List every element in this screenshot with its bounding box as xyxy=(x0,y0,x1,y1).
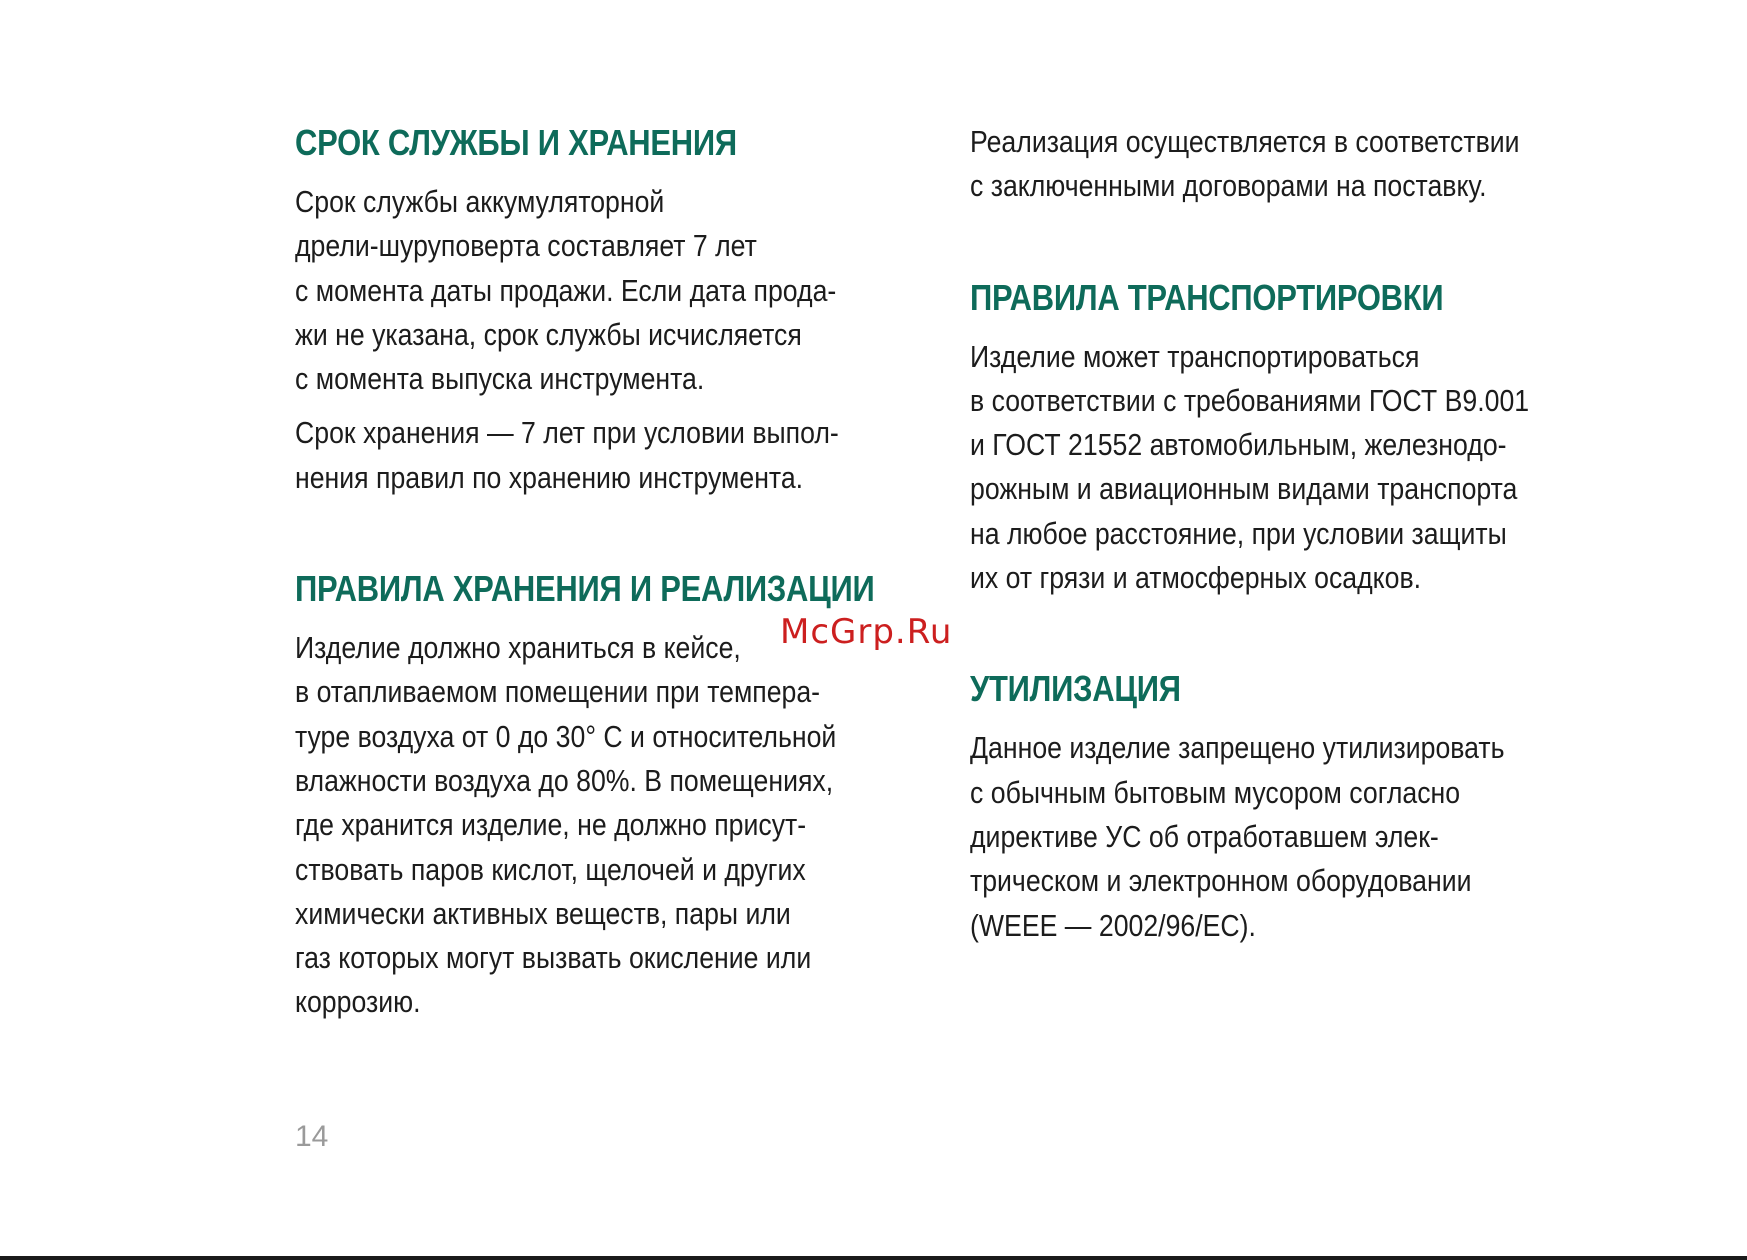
left-column xyxy=(295,120,915,1035)
section-heading-disposal: УТИЛИЗАЦИЯ xyxy=(970,668,1181,710)
storage-rules-paragraph: Изделие должно храниться в кейсе, в отапливаемом помещении при темпера- туре воздуха от 0 до 30° С и относительной влажности воздуха до 80%. В помещениях, где хранится изделие, не должно присут- ствовать паров кислот, щелочей и других химически активных веществ, пары или газ которых могут вызвать окисление или коррозию. xyxy=(295,630,837,1020)
section-spacer xyxy=(970,610,1600,666)
section-spacer xyxy=(295,510,915,566)
watermark-text: McGrp.Ru xyxy=(780,612,953,652)
section-heading-storage-rules: ПРАВИЛА ХРАНЕНИЯ И РЕАЛИЗАЦИИ xyxy=(295,568,875,610)
page-number: 14 xyxy=(295,1120,329,1153)
right-column xyxy=(970,120,1600,958)
storage-term-paragraph: Срок хранения — 7 лет при условии выпол- нения правил по хранению инструмента. xyxy=(295,415,839,495)
section-heading-service-life: СРОК СЛУЖБЫ И ХРАНЕНИЯ xyxy=(295,122,737,163)
section-spacer xyxy=(970,219,1600,275)
sales-paragraph: Реализация осуществляется в соответствии с заключенными договорами на поставку. xyxy=(970,124,1520,204)
section-heading-transport-rules: ПРАВИЛА ТРАНСПОРТИРОВКИ xyxy=(970,276,1444,318)
disposal-paragraph: Данное изделие запрещено утилизировать с обычным бытовым мусором согласно директиве УС об отработавшем элек- трическом и электронном оборудовании (WEEE — 2002/96/EC). xyxy=(970,730,1505,943)
service-life-paragraph: Срок службы аккумуляторной дрели-шуруповерта составляет 7 лет с момента даты продажи. Если дата прода- жи не указана, срок службы исчисляется с момента выпуска инструмента. xyxy=(295,184,837,397)
bottom-divider xyxy=(0,1256,1747,1260)
transport-rules-paragraph: Изделие может транспортироваться в соответствии с требованиями ГОСТ В9.001 и ГОСТ 21552 автомобильным, железнодо- рожным и авиационным видами транспорта на любое расстояние, при условии защиты их от грязи и атмосферных осадков. xyxy=(970,338,1530,596)
